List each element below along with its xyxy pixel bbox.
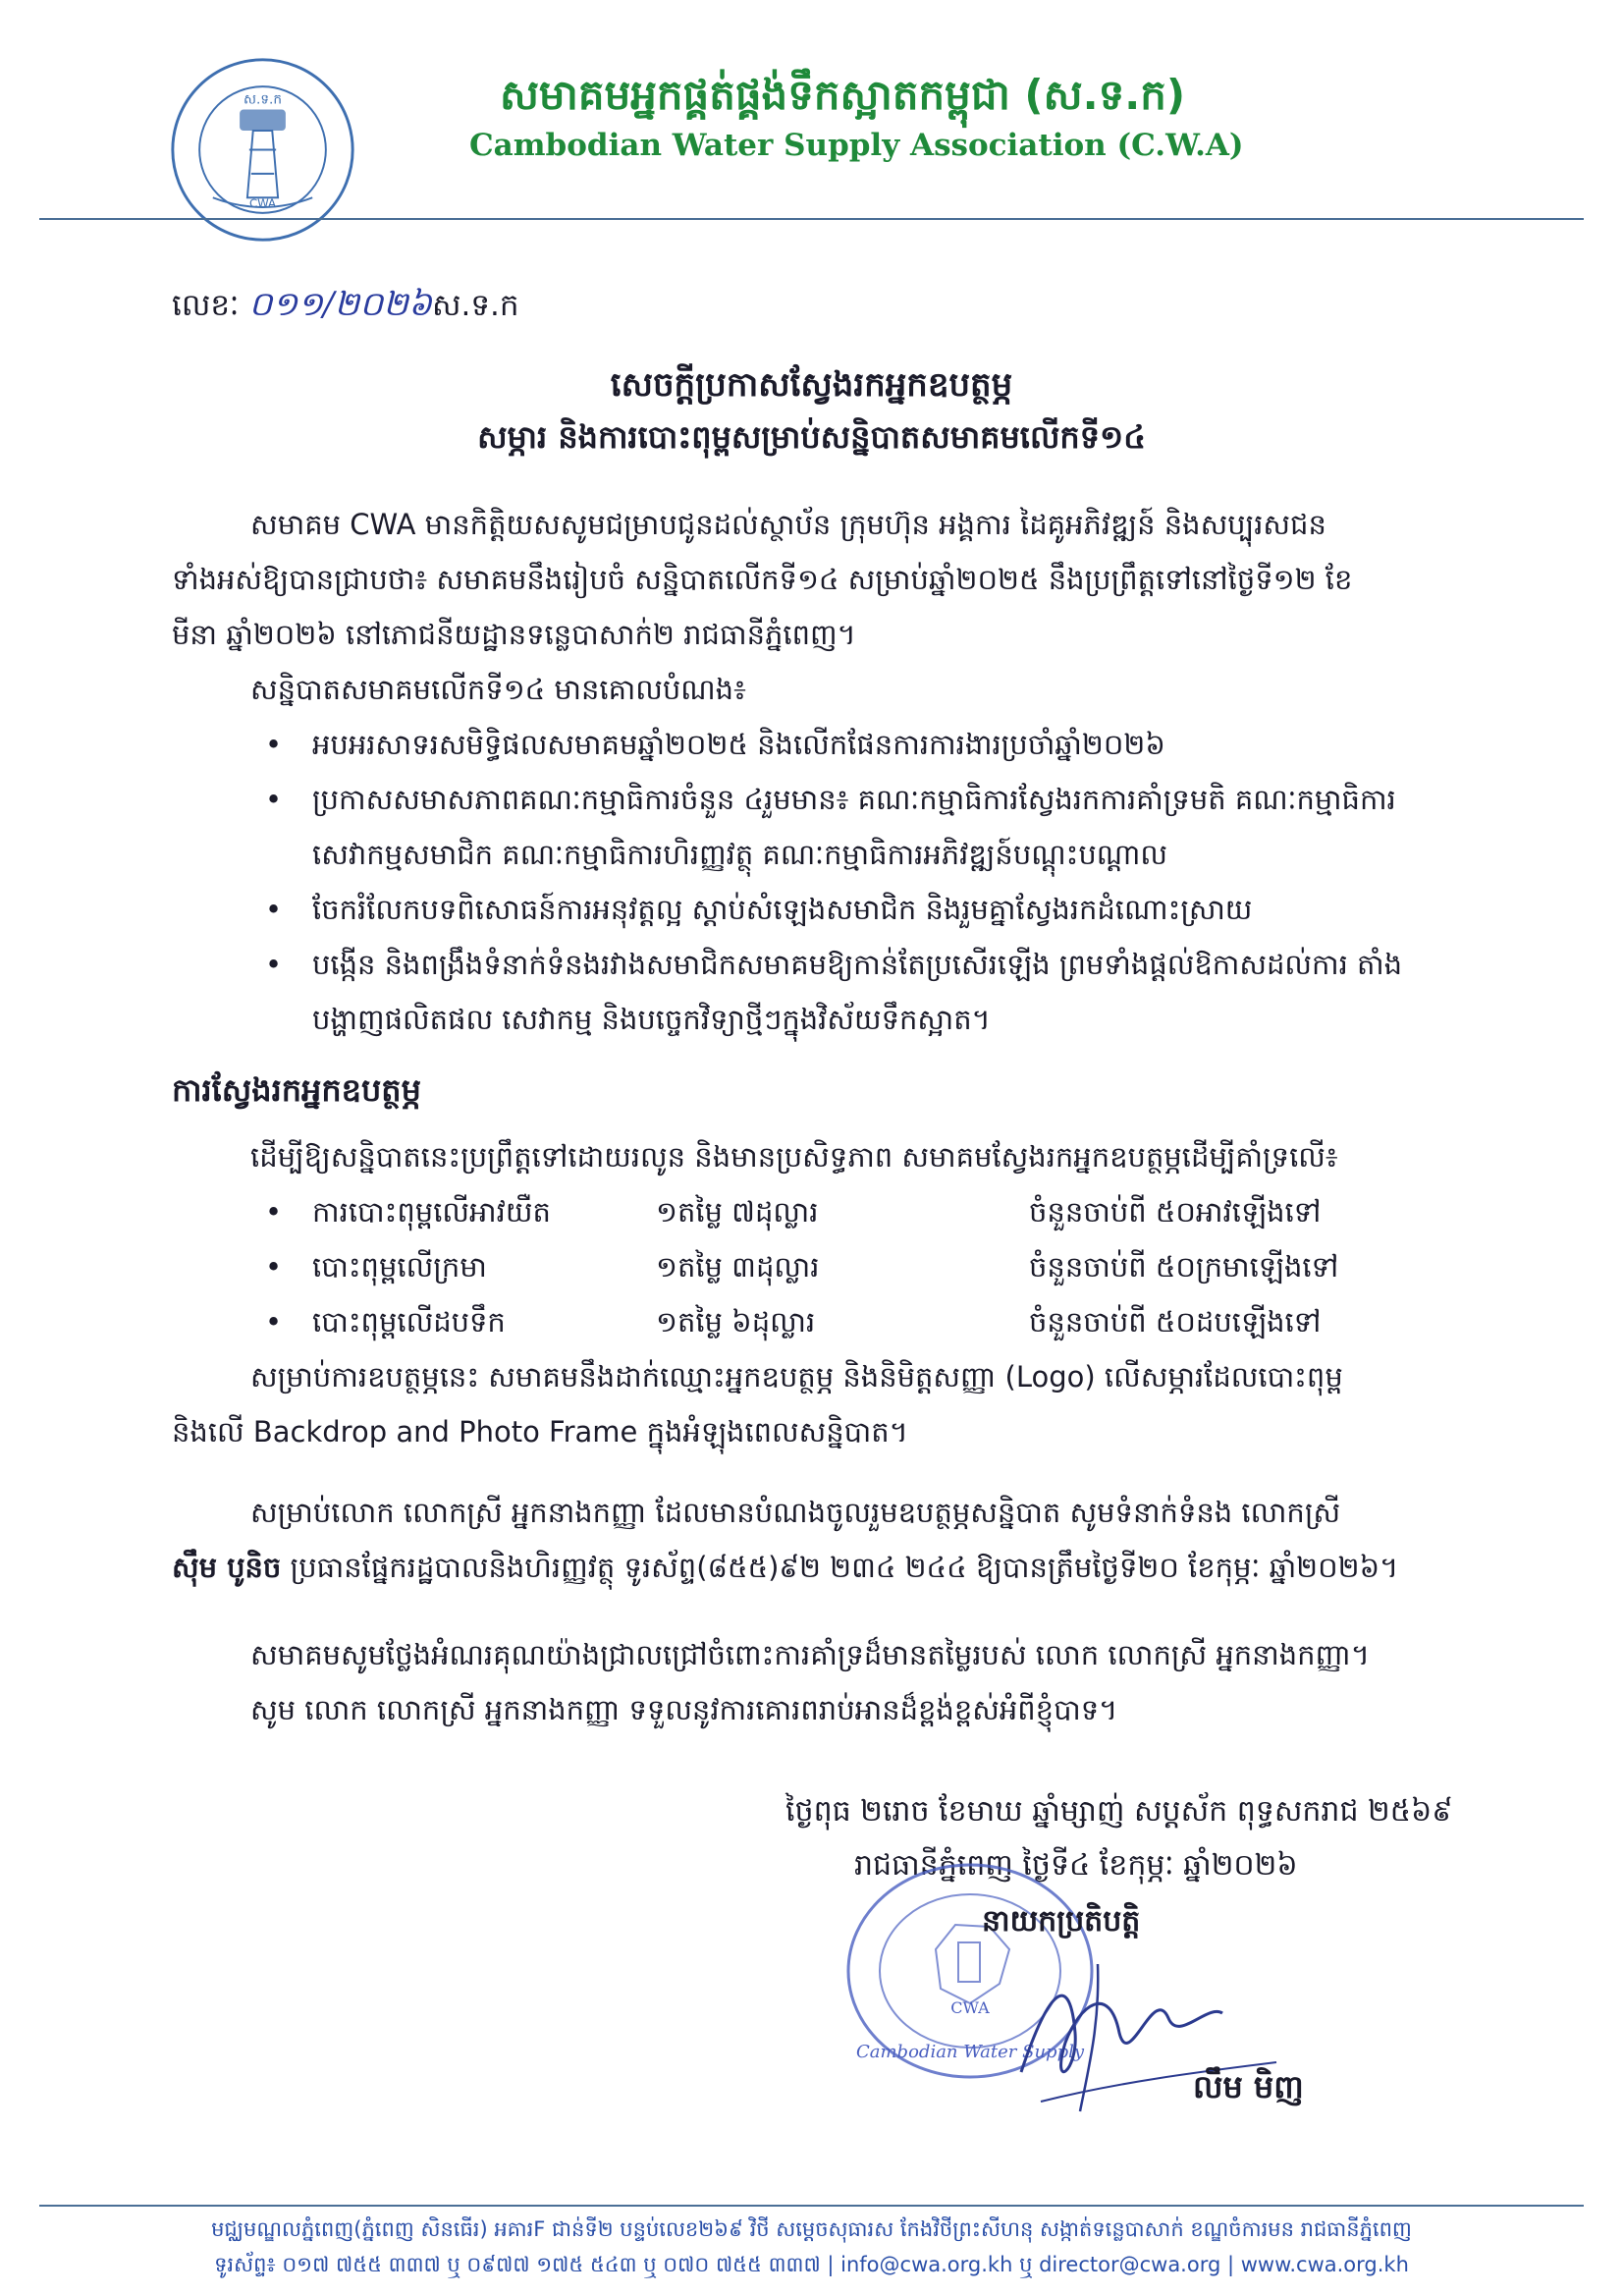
- intro-line: សមាគម CWA មានកិត្តិយសសូមជម្រាបជូនដល់ស្ថាប័ន ក្រុមហ៊ុន អង្គការ ដៃគូអភិវឌ្ឍន៍ និងសប្បុរសជន: [250, 508, 1326, 541]
- objective-item: • បង្កើន និងពង្រឹងទំនាក់ទំនងរវាងសមាជិកសមាគមឱ្យកាន់តែប្រសើរឡើង ព្រមទាំងផ្ដល់ឱកាសដល់ការ តាំងបង្ហាញផលិតផល សេវាកម្ម និងបច្ចេកវិទ្យាថ្មីៗក្នុងវិស័យទឹកស្អាត។: [265, 937, 1458, 1047]
- stamp-text: Cambodian Water Supply: [855, 2042, 1085, 2062]
- closing-paragraph: [172, 1627, 1458, 1737]
- sponsorship-lead: ដើម្បីឱ្យសន្និបាតនេះប្រព្រឹត្តទៅដោយរលូន និងមានប្រសិទ្ធភាព សមាគមស្វែងរកអ្នកឧបត្ថម្ភដើម្បីគាំទ្រលើ៖: [250, 1140, 1338, 1174]
- sponsor-item-quantity: ចំនួនចាប់ពី ៥០អាវឡើងទៅ: [1029, 1195, 1322, 1229]
- objective-item: • អបអរសាទរសមិទ្ធិផលសមាគមឆ្នាំ២០២៥ និងលើកផែនការការងារប្រចាំឆ្នាំ២០២៦: [265, 717, 1458, 772]
- sponsor-item-price: ១តម្លៃ ៧ដុល្លារ: [656, 1195, 819, 1229]
- footer-web-separator: |: [1220, 2253, 1241, 2276]
- lunar-date: ថ្ងៃពុធ ២រោច ខែមាឃ ឆ្នាំម្សាញ់ សប្តស័ក ពុទ្ធសករាជ ២៥៦៩: [785, 1794, 1453, 1829]
- contact-line: សម្រាប់លោក លោកស្រី អ្នកនាងកញ្ញា ដែលមានបំណងចូលរួមឧបត្ថម្ភសន្និបាត សូមទំនាក់ទំនង លោកស្រី: [250, 1496, 1341, 1529]
- signatory-position: នាយកប្រតិបត្តិ: [982, 1904, 1141, 1939]
- website-link[interactable]: www.cwa.org.kh: [1240, 2253, 1409, 2276]
- intro-line: ទាំងអស់ឱ្យបានជ្រាបថា៖ សមាគមនឹងរៀបចំ សន្និបាតលើកទី១៤ សម្រាប់ឆ្នាំ២០២៥ នឹងប្រព្រឹត្តទៅនៅថ្ងៃទី១២ ខែ: [172, 563, 1353, 596]
- sponsorship-items: [265, 1184, 1458, 1349]
- email-link-director[interactable]: director@cwa.org: [1039, 2253, 1221, 2276]
- document-title: សេចក្ដីប្រកាសស្វែងរកអ្នកឧបត្ថម្ភ: [610, 365, 1013, 405]
- sponsor-item-quantity: ចំនួនចាប់ពី ៥០ក្រមាឡើងទៅ: [1029, 1250, 1339, 1284]
- signatory-name: លឹម មិញ: [1193, 2068, 1304, 2105]
- stamp-abbr: CWA: [950, 1998, 990, 2017]
- sponsor-item-row: [265, 1239, 1458, 1294]
- org-name-english: Cambodian Water Supply Association (C.W.A): [469, 128, 1244, 163]
- sponsor-item-row: [265, 1294, 1458, 1349]
- header-divider: [39, 218, 1584, 220]
- reference-label: លេខៈ: [172, 288, 240, 323]
- sponsor-item-price: ១តម្លៃ ៣ដុល្លារ: [656, 1250, 820, 1284]
- footer-phones: ទូរស័ព្ទ៖ ០១៧ ៧៥៥ ៣៣៧ ឬ ០៩៧៧ ១៧៥ ៥៤៣ ឬ ០៧០ ៧៥៥ ៣៣៧ |: [214, 2253, 835, 2276]
- footer-email-separator: ឬ: [1012, 2253, 1040, 2276]
- reference-value: ០១១/២០២៦: [248, 285, 432, 324]
- sponsor-item-name: • ការបោះពុម្ពលើអាវយឺត: [312, 1195, 551, 1229]
- objective-item: • ចែករំលែកបទពិសោធន៍ការអនុវត្តល្អ ស្ដាប់សំឡេងសមាជិក និងរួមគ្នាស្វែងរកដំណោះស្រាយ: [265, 882, 1458, 937]
- closing-line: សមាគមសូមថ្លែងអំណរគុណយ៉ាងជ្រាលជ្រៅចំពោះការគាំទ្រដ៏មានតម្លៃរបស់ លោក លោកស្រី អ្នកនាងកញ្ញា។: [250, 1638, 1370, 1671]
- contact-paragraph: [172, 1485, 1458, 1595]
- footer-address: មជ្ឈមណ្ឌលភ្នំពេញ(ភ្នំពេញ សិនធើរ) អគារF ជាន់ទី២ បន្ទប់លេខ២៦៩ វិថី សម្ដេចសុធារស កែងវិថីព្រះសីហនុ សង្កាត់ទន្លេបាសាក់ ខណ្ឌចំការមន រាជធានីភ្នំពេញ: [211, 2217, 1412, 2241]
- sponsor-item-quantity: ចំនួនចាប់ពី ៥០ដបឡើងទៅ: [1029, 1305, 1322, 1339]
- association-logo: [167, 54, 358, 246]
- objective-item: • ប្រកាសសមាសភាពគណៈកម្មាធិការចំនួន ៤រួមមាន៖ គណៈកម្មាធិការស្វែងរកការគាំទ្រមតិ គណៈកម្មាធិការ សេវាកម្មសមាជិក គណៈកម្មាធិការហិរញ្ញវត្ថុ គណៈកម្មាធិការអភិវឌ្ឍន៍បណ្ដុះបណ្ដាល: [265, 772, 1458, 882]
- sponsor-item-price: ១តម្លៃ ៦ដុល្លារ: [656, 1305, 816, 1339]
- email-link-info[interactable]: info@cwa.org.kh: [840, 2253, 1013, 2276]
- contact-details: ប្រធានផ្នែករដ្ឋបាលនិងហិរញ្ញវត្ថុ ទូរស័ព្ទ(៨៥៥)៩២ ២៣៤ ២៤៤ ឱ្យបានត្រឹមថ្ងៃទី២០ ខែកុម្ភៈ ឆ្នាំ២០២៦។: [281, 1551, 1399, 1584]
- footer: [39, 2212, 1584, 2282]
- intro-line: មីនា ឆ្នាំ២០២៦ នៅភោជនីយដ្ឋានទន្លេបាសាក់២ រាជធានីភ្នំពេញ។: [172, 618, 856, 651]
- sponsorship-note: សម្រាប់ការឧបត្ថម្ភនេះ សមាគមនឹងដាក់ឈ្មោះអ្នកឧបត្ថម្ភ និងនិមិត្តសញ្ញា (Logo) លើសម្ភារដែលបោះពុម្ព: [250, 1360, 1343, 1394]
- contact-person-name: ស៊ឹម បូនិច: [172, 1551, 282, 1584]
- sponsorship-section: [172, 1129, 1458, 1459]
- reference-number: [172, 283, 519, 332]
- org-name-khmer: សមាគមអ្នកផ្គត់ផ្គង់ទឹកស្អាតកម្ពុជា (ស.ទ.ក): [499, 71, 1186, 119]
- place-and-date: រាជធានីភ្នំពេញ ថ្ងៃទី៤ ខែកុម្ភៈ ឆ្នាំ២០២៦: [854, 1848, 1298, 1883]
- sponsorship-heading: ការស្វែងរកអ្នកឧបត្ថម្ភ: [172, 1071, 421, 1109]
- reference-suffix: ស.ទ.ក: [431, 288, 519, 323]
- objectives-heading: សន្និបាតសមាគមលើកទី១៤ មានគោលបំណង៖: [250, 673, 746, 706]
- intro-paragraph: [172, 497, 1458, 1047]
- sponsorship-note: និងលើ Backdrop and Photo Frame ក្នុងអំឡុងពេលសន្និបាត។: [172, 1415, 908, 1449]
- footer-divider: [39, 2205, 1584, 2207]
- logo-cwa: CWA: [248, 196, 277, 210]
- closing-line: សូម លោក លោកស្រី អ្នកនាងកញ្ញា ទទួលនូវការគោរពរាប់អានដ៏ខ្ពង់ខ្ពស់អំពីខ្ញុំបាទ។: [250, 1693, 1118, 1726]
- logo-abbr: ស.ទ.ក: [243, 91, 282, 108]
- contact-line: [172, 1540, 1458, 1595]
- objectives-list: [265, 717, 1458, 1047]
- sponsor-item-row: [265, 1184, 1458, 1239]
- footer-contacts: [39, 2247, 1584, 2282]
- document-subtitle: សម្ភារ និងការបោះពុម្ពសម្រាប់សន្និបាតសមាគមលើកទី១៤: [477, 418, 1146, 456]
- sponsor-item-name: • បោះពុម្ពលើក្រមា: [312, 1250, 487, 1284]
- sponsor-item-name: • បោះពុម្ពលើដបទឹក: [312, 1305, 506, 1339]
